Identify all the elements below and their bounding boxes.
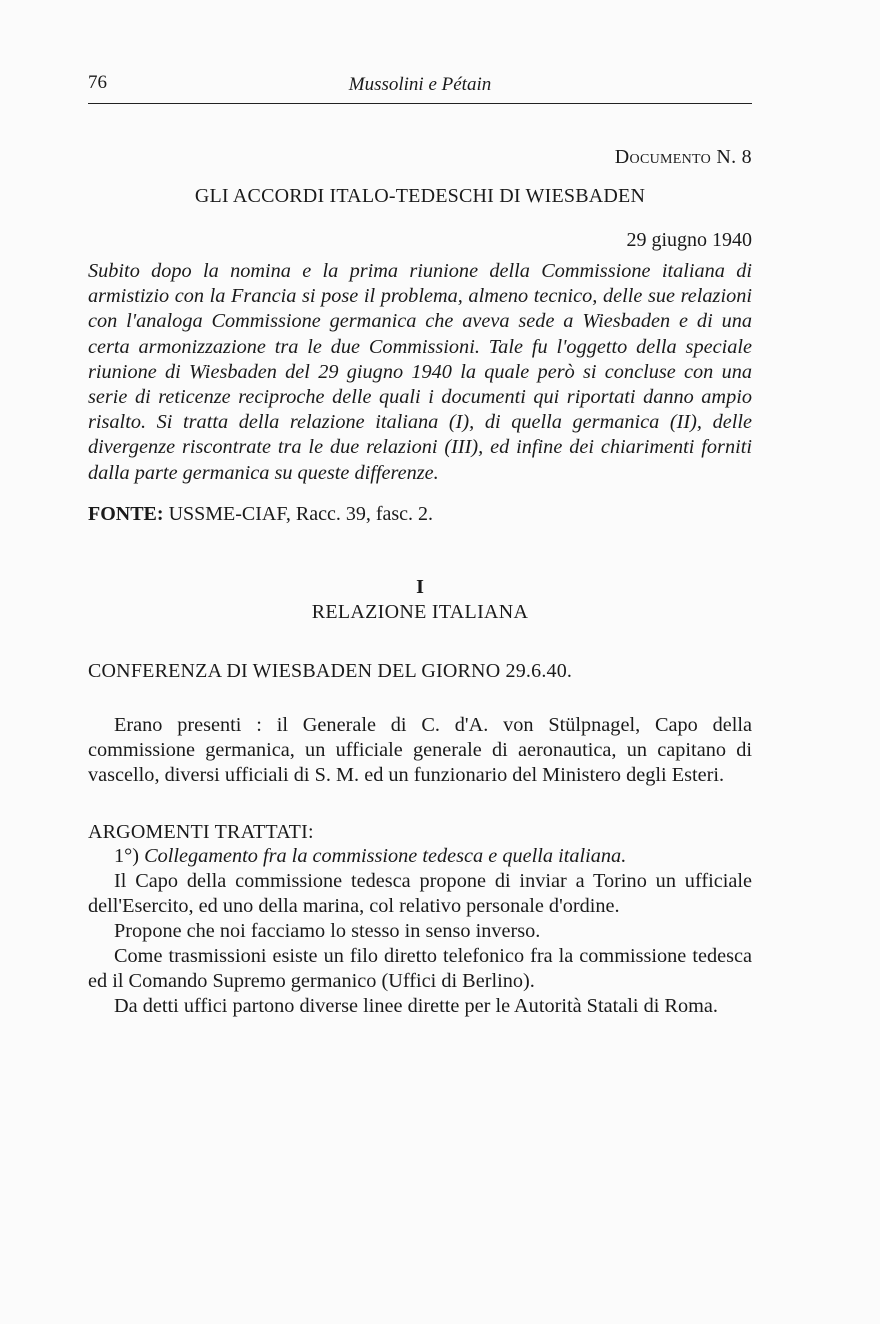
running-title: Mussolini e Pétain [348, 74, 492, 95]
document-date: 29 giugno 1940 [626, 229, 752, 251]
topics-heading: ARGOMENTI TRATTATI: [88, 820, 314, 843]
document-number [88, 146, 752, 169]
document-title: GLI ACCORDI ITALO-TEDESCHI DI WIESBADEN [194, 185, 646, 207]
running-head [88, 70, 752, 100]
section-numeral: I [416, 575, 424, 598]
source-text: USSME-CIAF, Racc. 39, fasc. 2. [168, 502, 434, 525]
document-number-label: Documento [614, 146, 712, 168]
source-line [88, 503, 752, 526]
book-page [88, 70, 752, 1019]
topic-1-number: 1°) [114, 844, 140, 867]
document-number-value: N. 8 [716, 146, 752, 168]
page-number: 76 [88, 72, 107, 93]
present-paragraph: Erano presenti : il Generale di C. d'A. von Stülpnagel, Capo della commissione germanica, un ufficiale generale di aeronautica, un capitano di vascello, diversi ufficiali di S. M. ed un funzionario del Ministero degli Esteri. [88, 713, 752, 786]
body-paragraph: Come trasmissioni esiste un filo diretto telefonico fra la commissione tedesca ed il Comando Supremo germanico (Uffici di Berlino). [88, 944, 752, 992]
body-paragraph: Da detti uffici partono diverse linee dirette per le Autorità Statali di Roma. [114, 994, 718, 1017]
topic-1-title: Collegamento fra la commissione tedesca e quella italiana. [144, 844, 627, 867]
intro-paragraph: Subito dopo la nomina e la prima riunione della Commissione italiana di armistizio con la Francia si pose il problema, almeno tecnico, delle sue relazioni con l'analoga Commissione germanica che aveva sede a Wiesbaden e di una certa armonizzazione tra le due Commissioni. Tale fu l'oggetto della speciale riunione di Wiesbaden del 29 giugno 1940 la quale però si concluse con una serie di reticenze reciproche delle quali i documenti qui riportati danno ampio risalto. Si tratta della relazione italiana (I), di quella germanica (II), delle divergenze riscontrate tra le due relazioni (III), ed infine dei chiarimenti forniti dalla parte germanica su queste differenze. [88, 260, 752, 484]
source-label: FONTE: [88, 502, 164, 525]
header-rule [88, 103, 752, 104]
body-paragraph: Propone che noi facciamo lo stesso in senso inverso. [114, 919, 541, 942]
conference-heading: CONFERENZA DI WIESBADEN DEL GIORNO 29.6.40. [88, 659, 573, 682]
section-title: RELAZIONE ITALIANA [311, 600, 529, 623]
topic-1-heading [88, 844, 752, 869]
body-paragraph: Il Capo della commissione tedesca propone di inviar a Torino un ufficiale dell'Esercito, ed uno della marina, col relativo personale d'ordine. [88, 869, 752, 917]
